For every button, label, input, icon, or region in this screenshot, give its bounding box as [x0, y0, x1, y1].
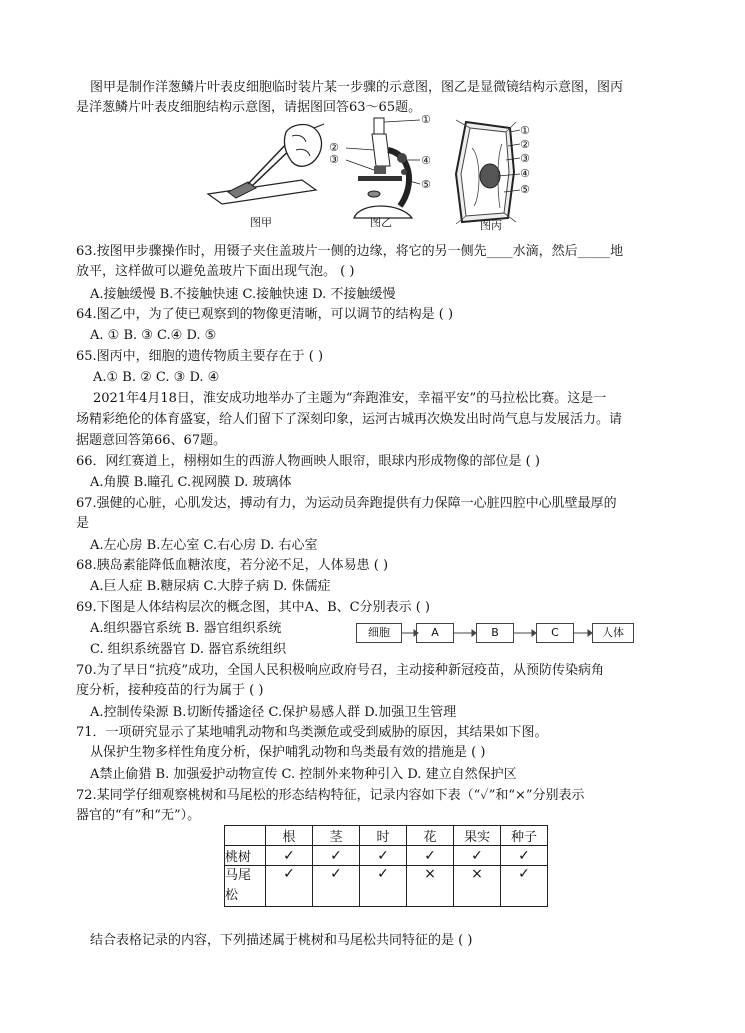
- table-header-cell: 时: [360, 826, 407, 846]
- q64-options: A. ① B. ③ C.④ D. ⑤: [90, 328, 217, 343]
- q65-stem: 65.图丙中，细胞的遗传物质主要存在于 ( ): [76, 349, 324, 364]
- table-cell: ×: [407, 866, 454, 907]
- q64-stem: 64.图乙中，为了使已观察到的物像更清晰，可以调节的结构是 ( ): [76, 307, 454, 322]
- q71-options: A禁止偷猎 B. 加强爱护动物宣传 C. 控制外来物种引入 D. 建立自然保护区: [90, 767, 517, 782]
- table-row: [225, 846, 548, 866]
- q66-stem: 66．网红赛道上，栩栩如生的西游人物画映人眼帘，眼球内形成物像的部位是 ( ): [76, 454, 540, 469]
- q71-stem-2: 从保护生物多样性角度分析，保护哺乳动物和鸟类最有效的措施是 ( ): [90, 745, 486, 760]
- figure-bing-label-1: ①: [520, 124, 530, 137]
- chain-node-body: 人体: [592, 623, 634, 643]
- figure-bing-label-3: ③: [520, 152, 530, 165]
- q72-stem-1: 72.某同学仔细观察桃树和马尾松的形态结构特征，记录内容如下表（“✓”和“×”分别表示: [76, 788, 585, 803]
- q70-stem-2: 度分析，接种疫苗的行为属于 ( ): [76, 683, 264, 698]
- figure-bing-label-4: ④: [520, 167, 530, 180]
- figure-bing-drawing: [452, 118, 520, 226]
- q63-stem-1: 63.按图甲步骤操作时，用镊子夹住盖玻片一侧的边缘，将它的另一侧先____水滴，然后_____地: [76, 244, 624, 259]
- table-header-cell: 根: [266, 826, 313, 846]
- table-header-cell: [225, 826, 266, 846]
- table-cell: ×: [454, 866, 501, 907]
- table-header-cell: 花: [407, 826, 454, 846]
- q69-option-cd: C. 组织系统器官 D. 器官系统组织: [90, 642, 287, 657]
- figure-yi-caption: 图乙: [370, 216, 392, 229]
- figure-bing-label-2: ②: [520, 138, 530, 151]
- intro-line-2: 是洋葱鳞片叶表皮细胞结构示意图，请据图回答63～65题。: [76, 100, 422, 115]
- figure-yi-label-1: ①: [421, 113, 431, 126]
- row-label-part-1: 马尾: [225, 868, 252, 883]
- q65-options: A.① B. ② C. ③ D. ④: [93, 370, 220, 385]
- chain-node-cell: 细胞: [356, 623, 402, 643]
- figure-yi-label-3: ③: [329, 153, 339, 166]
- q63-options: A.接触缓慢 B.不接触快速 C.接触快速 D. 不接触缓慢: [90, 287, 396, 302]
- figure-jia-drawing: [206, 122, 326, 212]
- q69-stem: 69.下图是人体结构层次的概念图，其中A、B、C分别表示 ( ): [76, 600, 430, 615]
- q71-stem-1: 71．一项研究显示了某地哺乳动物和鸟类濒危或受到威胁的原因，其结果如下图。: [76, 725, 548, 740]
- chain-node-b: B: [476, 623, 514, 643]
- q66-options: A.角膜 B.瞳孔 C.视网膜 D. 玻璃体: [90, 475, 292, 490]
- q72-question: 结合表格记录的内容，下列描述属于桃树和马尾松共同特征的是 ( ): [90, 933, 473, 948]
- table-cell: ✓: [407, 846, 454, 866]
- figure-yi-label-4: ④: [421, 154, 431, 167]
- table-row-label: 桃树: [225, 846, 266, 866]
- table-cell: ✓: [266, 866, 313, 907]
- q67-stem-2: 是: [76, 516, 90, 531]
- intro-line-1: 图甲是制作洋葱鳞片叶表皮细胞临时装片某一步骤的示意图，图乙是显微镜结构示意图，图丙: [90, 80, 624, 95]
- figure-yi-drawing: [330, 114, 440, 226]
- q67-options: A.左心房 B.左心室 C.右心房 D. 右心室: [90, 538, 318, 553]
- table-row-label: [225, 866, 266, 907]
- table-cell: ✓: [454, 846, 501, 866]
- passage2-line-2: 场精彩绝伦的体育盛宴，给人们留下了深刻印象，运河古城再次焕发出时尚气息与发展活力。请: [76, 412, 623, 427]
- table-header-row: [225, 826, 548, 846]
- chain-node-a: A: [416, 623, 454, 643]
- table-cell: ✓: [313, 846, 360, 866]
- figure-bing-label-5: ⑤: [520, 183, 530, 196]
- passage2-line-1: 2021年4月18日，淮安成功地举办了主题为“奔跑淮安，幸福平安”的马拉松比赛。这是一: [93, 391, 607, 406]
- table-header-cell: 茎: [313, 826, 360, 846]
- table-cell: ✓: [266, 846, 313, 866]
- row-label-part-2: 松: [225, 888, 239, 903]
- table-row: [225, 866, 548, 907]
- table-cell: ✓: [313, 866, 360, 907]
- figure-bing-caption: 图丙: [480, 219, 502, 232]
- q63-stem-2: 放平，这样做可以避免盖玻片下面出现气泡。 ( ): [76, 264, 355, 279]
- table-cell: ✓: [501, 846, 548, 866]
- q70-options: A.控制传染源 B.切断传播途径 C.保护易感人群 D.加强卫生管理: [90, 705, 457, 720]
- chain-arrows: [356, 621, 636, 645]
- q70-stem-1: 70.为了早日“抗疫”成功，全国人民积极响应政府号召，主动接种新冠疫苗，从预防传染病角: [76, 663, 604, 678]
- figure-yi-label-2: ②: [329, 141, 339, 154]
- q68-options: A.巨人症 B.糖尿病 C.大脖子病 D. 侏儒症: [90, 579, 331, 594]
- figure-jia-caption: 图甲: [250, 216, 272, 229]
- organ-record-table: [224, 825, 548, 907]
- q72-stem-2: 器官的“有”和“无”）。: [76, 808, 201, 823]
- table-header-cell: 果实: [454, 826, 501, 846]
- table-cell: ✓: [360, 846, 407, 866]
- table-header-cell: 种子: [501, 826, 548, 846]
- q68-stem: 68.胰岛素能降低血糖浓度，若分泌不足，人体易患 ( ): [76, 558, 389, 573]
- figure-yi-label-5: ⑤: [421, 178, 431, 191]
- passage2-line-3: 据题意回答第66、67题。: [76, 433, 227, 448]
- chain-node-c: C: [536, 623, 574, 643]
- table-cell: ✓: [501, 866, 548, 907]
- concept-chain: [356, 621, 636, 645]
- q69-option-ab: A.组织器官系统 B. 器官组织系统: [90, 621, 282, 636]
- q67-stem-1: 67.强健的心脏，心肌发达，搏动有力，为运动员奔跑提供有力保障一心脏四腔中心肌壁最厚的: [76, 496, 617, 511]
- table-cell: ✓: [360, 866, 407, 907]
